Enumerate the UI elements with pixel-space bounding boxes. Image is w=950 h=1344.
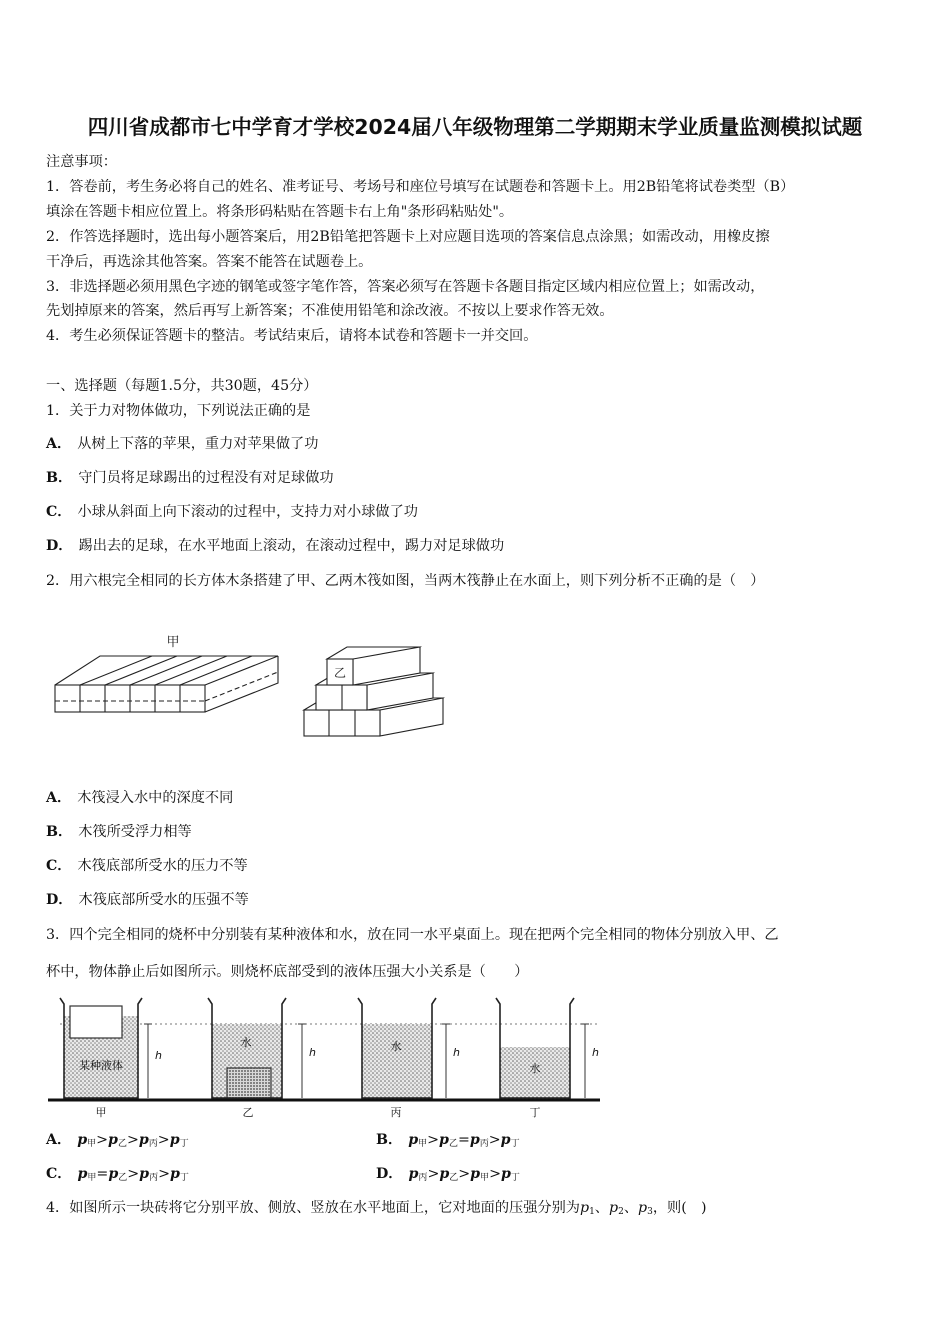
height-label: h (309, 1046, 316, 1059)
q1-option-c (46, 502, 418, 522)
notice-line: 4．考生必须保证答题卡的整洁。考试结束后，请将本试卷和答题卡一并交回。 (46, 328, 538, 344)
pressure-symbol: p (579, 1200, 590, 1216)
subscript: 甲 (480, 1173, 490, 1183)
option-letter: D． (376, 1166, 403, 1182)
pressure-symbol: p (169, 1132, 180, 1148)
cup-label: 乙 (242, 1106, 254, 1119)
pressure-symbol: p (169, 1166, 180, 1182)
relation: > (427, 1132, 440, 1148)
option-letter: A． (46, 1132, 72, 1148)
subscript: 乙 (448, 1139, 458, 1149)
option-text: 守门员将足球踢出的过程没有对足球做功 (78, 470, 334, 486)
beaker-figure (40, 992, 610, 1120)
subscript: 甲 (87, 1139, 97, 1149)
water-label: 水 (529, 1062, 541, 1075)
subscript: 甲 (418, 1139, 428, 1149)
question-3-stem-2: 杯中，物体静止后如图所示。则烧杯底部受到的液体压强大小关系是（ ） (46, 964, 529, 980)
relation: > (96, 1132, 109, 1148)
notice-line: 干净后，再选涂其他答案。答案不能答在试题卷上。 (46, 254, 373, 270)
pressure-symbol: p (439, 1132, 449, 1148)
height-label: h (453, 1046, 460, 1059)
option-text: 从树上下落的苹果，重力对苹果做了功 (77, 436, 319, 452)
notice-line: 先划掉原来的答案，然后再写上新答案；不准使用铅笔和涂改液。不按以上要求作答无效。 (46, 303, 614, 319)
raft-jia (55, 656, 278, 712)
pressure-symbol: p (439, 1166, 450, 1182)
raft-yi (304, 647, 443, 736)
option-letter: C． (46, 858, 72, 874)
relation: = (457, 1132, 470, 1148)
cup-label: 丁 (529, 1106, 541, 1119)
separator: 、 (623, 1200, 639, 1216)
relation: > (157, 1132, 170, 1148)
question-1-stem: 1．关于力对物体做功，下列说法正确的是 (46, 403, 311, 419)
pressure-symbol: p (77, 1166, 88, 1182)
pressure-symbol: p (500, 1132, 511, 1148)
subscript: 丁 (179, 1139, 189, 1149)
notice-line: 填涂在答题卡相应位置上。将条形码粘贴在答题卡右上角"条形码粘贴处"。 (46, 204, 514, 220)
question-3-stem-1: 3．四个完全相同的烧杯中分别装有某种液体和水，放在同一水平桌面上。现在把两个完全相同的物体分别放入甲、乙 (46, 927, 779, 943)
subscript: 乙 (117, 1139, 127, 1149)
pressure-symbol: p (470, 1166, 481, 1182)
subscript: 乙 (449, 1173, 459, 1183)
option-letter: D． (46, 892, 73, 908)
relation: > (158, 1166, 170, 1182)
option-text: 木筏浸入水中的深度不同 (77, 790, 234, 806)
pressure-symbol: p (500, 1166, 511, 1182)
option-letter: C． (46, 504, 72, 520)
subscript: 丁 (510, 1173, 520, 1183)
pressure-symbol: p (77, 1132, 88, 1148)
q3-option-a (46, 1130, 189, 1154)
q1-option-d (46, 536, 504, 556)
relation: > (127, 1166, 140, 1182)
relation: > (458, 1166, 471, 1182)
pressure-symbol: p (638, 1200, 648, 1216)
notice-line: 1．答卷前，考生务必将自己的姓名、准考证号、考场号和座位号填写在试题卷和答题卡上。用2B铅笔将试卷类型（B） (46, 179, 795, 195)
relation: > (489, 1166, 501, 1182)
option-text: 木筏所受浮力相等 (78, 824, 192, 840)
cup-label: 丙 (390, 1106, 402, 1119)
pressure-symbol: p (139, 1166, 150, 1182)
water-label: 水 (240, 1036, 252, 1049)
height-label: h (155, 1049, 162, 1062)
subscript: 丙 (149, 1173, 159, 1183)
q2-option-b (46, 822, 192, 842)
subscript: 丁 (179, 1173, 189, 1183)
option-letter: B． (46, 470, 73, 486)
relation: > (126, 1132, 139, 1148)
pressure-symbol: p (108, 1132, 118, 1148)
subscript: 甲 (87, 1173, 97, 1183)
subscript: 1 (589, 1207, 595, 1217)
option-letter: C． (46, 1166, 72, 1182)
subscript: 丙 (479, 1139, 489, 1149)
pressure-symbol: p (408, 1166, 419, 1182)
q3-option-c (46, 1164, 189, 1188)
pressure-symbol: p (408, 1132, 419, 1148)
question-4-stem (46, 1198, 707, 1222)
subscript: 丙 (418, 1173, 428, 1183)
pressure-symbol: p (138, 1132, 149, 1148)
notice-line: 3．非选择题必须用黑色字迹的钢笔或签字笔作答，答案必须写在答题卡各题目指定区域内相应位置上；如需改动， (46, 279, 765, 295)
option-text: 木筏底部所受水的压力不等 (77, 858, 248, 874)
height-label: h (592, 1046, 599, 1059)
option-letter: D． (46, 538, 73, 554)
water-label: 水 (390, 1040, 402, 1053)
option-letter: A． (46, 790, 72, 806)
raft-figure (40, 628, 480, 748)
stem-text: ，则( ) (652, 1200, 707, 1216)
subscript: 丙 (148, 1139, 158, 1149)
pressure-symbol: p (469, 1132, 480, 1148)
option-letter: B． (46, 824, 73, 840)
option-letter: A． (46, 436, 72, 452)
notice-line: 2．作答选择题时，选出每小题答案后，用2B铅笔把答题卡上对应题目选项的答案信息点涂黑；如需改动，用橡皮擦 (46, 229, 770, 245)
q2-option-d (46, 890, 249, 910)
option-text: 小球从斜面上向下滚动的过程中，支持力对小球做了功 (77, 504, 418, 520)
cup-label: 甲 (95, 1106, 107, 1119)
q1-option-a (46, 434, 318, 454)
floating-object (70, 1006, 122, 1038)
pressure-symbol: p (609, 1200, 619, 1216)
raft-label-yi: 乙 (333, 666, 347, 680)
relation: > (427, 1166, 440, 1182)
raft-label-jia: 甲 (166, 635, 180, 650)
option-text: 踢出去的足球，在水平地面上滚动，在滚动过程中，踢力对足球做功 (78, 538, 505, 554)
sunk-object (227, 1068, 271, 1098)
q2-option-c (46, 856, 248, 876)
subscript: 2 (618, 1207, 624, 1217)
q1-option-b (46, 468, 334, 488)
question-2-stem: 2．用六根完全相同的长方体木条搭建了甲、乙两木筏如图，当两木筏静止在水面上，则下列分析不正确的是（ ） (46, 573, 765, 589)
subscript: 乙 (118, 1173, 128, 1183)
option-text: 木筏底部所受水的压强不等 (78, 892, 249, 908)
q2-option-a (46, 788, 233, 808)
page-title: 四川省成都市七中学育才学校2024届八年级物理第二学期期末学业质量监测模拟试题 (87, 115, 863, 139)
option-letter: B． (376, 1132, 403, 1148)
pressure-symbol: p (108, 1166, 119, 1182)
relation: = (96, 1166, 109, 1182)
stem-text: 4．如图所示一块砖将它分别平放、侧放、竖放在水平地面上，它对地面的压强分别为 (46, 1200, 580, 1216)
section-heading: 一、选择题（每题1.5分，共30题，45分） (46, 378, 318, 394)
separator: 、 (594, 1200, 609, 1216)
q3-option-d (376, 1164, 520, 1188)
subscript: 丁 (510, 1139, 520, 1149)
subscript: 3 (647, 1207, 653, 1217)
notice-heading: 注意事项： (46, 154, 117, 170)
liquid-label: 某种液体 (79, 1059, 123, 1072)
relation: > (488, 1132, 501, 1148)
q3-option-b (376, 1130, 520, 1154)
